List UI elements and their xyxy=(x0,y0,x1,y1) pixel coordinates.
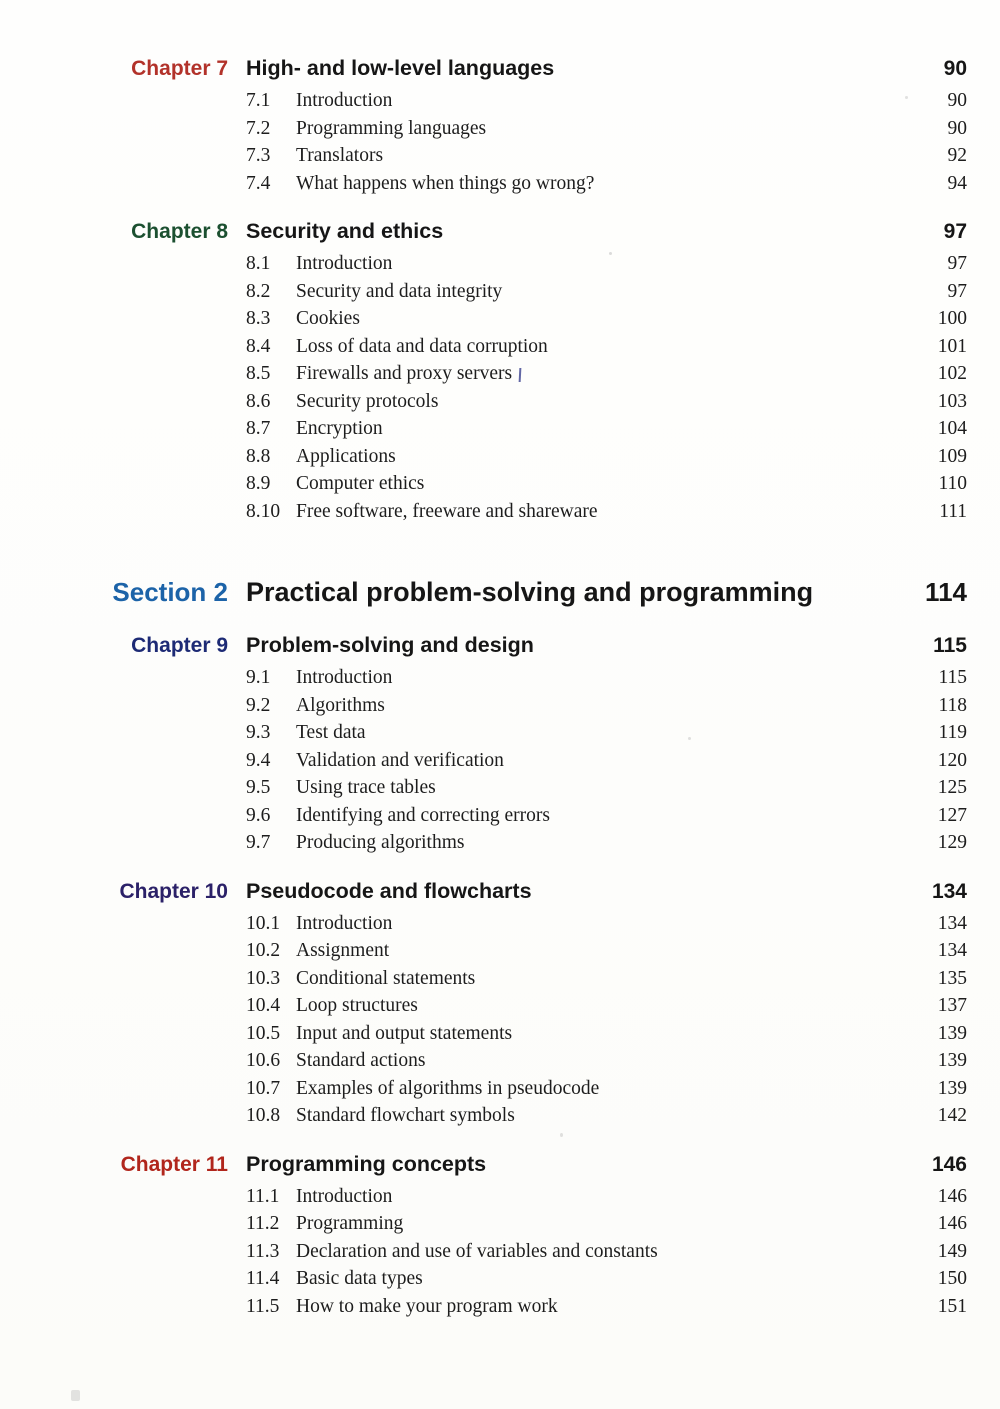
item-title: Computer ethics xyxy=(296,473,425,494)
item-number: 11.3 xyxy=(246,1240,280,1262)
item-main xyxy=(228,1047,897,1075)
item-page-number: 150 xyxy=(937,1268,967,1289)
item-number: 9.6 xyxy=(246,804,271,826)
toc-item-row xyxy=(0,278,1000,306)
section-page-number: 114 xyxy=(925,577,967,607)
chapter-label: Chapter 11 xyxy=(120,1152,228,1176)
chapter-page-number: 90 xyxy=(943,57,967,80)
item-number: 11.1 xyxy=(246,1185,280,1207)
toc-item-row xyxy=(0,87,1000,115)
item-title: Firewalls and proxy servers xyxy=(296,363,513,384)
item-main xyxy=(228,1293,897,1321)
item-main xyxy=(228,115,897,143)
item-number: 7.3 xyxy=(246,145,271,166)
item-page-number: 109 xyxy=(937,445,967,467)
item-number: 8.2 xyxy=(246,280,271,302)
item-main xyxy=(228,1102,897,1130)
toc-item-row xyxy=(0,910,1000,938)
item-main xyxy=(228,719,897,747)
item-page-number: 139 xyxy=(937,1022,967,1044)
item-page-number: 146 xyxy=(937,1213,967,1234)
toc-item-row xyxy=(0,664,1000,692)
item-number: 8.4 xyxy=(246,335,271,357)
item-number: 8.3 xyxy=(246,308,271,329)
item-page-number: 149 xyxy=(937,1240,967,1262)
item-page-number: 94 xyxy=(947,172,967,194)
item-title: Security protocols xyxy=(296,390,439,412)
item-title: Programming xyxy=(296,1213,404,1234)
item-title: Introduction xyxy=(296,912,393,934)
item-main xyxy=(228,388,897,416)
chapter-label: Chapter 9 xyxy=(131,634,228,657)
toc-item-row xyxy=(0,333,1000,361)
item-main xyxy=(228,1183,897,1211)
item-title: Producing algorithms xyxy=(296,832,465,853)
item-page-number: 127 xyxy=(937,804,967,826)
item-number: 10.8 xyxy=(246,1105,281,1126)
toc-item-row xyxy=(0,1238,1000,1266)
toc-item-row xyxy=(0,115,1000,143)
item-title: Assignment xyxy=(296,940,390,961)
toc-item-row xyxy=(0,443,1000,471)
item-page-number: 90 xyxy=(947,117,967,139)
item-number: 10.3 xyxy=(246,967,281,989)
item-main xyxy=(228,470,897,498)
item-title: Test data xyxy=(296,722,366,743)
item-main xyxy=(228,937,897,965)
chapter-page-number: 146 xyxy=(931,1152,967,1176)
toc-item-row xyxy=(0,250,1000,278)
item-number: 10.6 xyxy=(246,1050,281,1071)
item-page-number: 118 xyxy=(938,694,967,716)
toc-item-row xyxy=(0,1293,1000,1321)
item-title: Validation and verification xyxy=(296,749,504,771)
item-page-number: 103 xyxy=(937,390,967,412)
toc-item-row xyxy=(0,1047,1000,1075)
item-page-number: 97 xyxy=(947,253,967,274)
chapter-title: Programming concepts xyxy=(246,1151,487,1176)
chapter-title: Security and ethics xyxy=(246,219,444,243)
item-number: 10.5 xyxy=(246,1022,281,1044)
item-number: 8.7 xyxy=(246,418,271,439)
chapter-page-number: 115 xyxy=(933,634,967,657)
item-page-number: 134 xyxy=(937,940,967,961)
chapter-title: Pseudocode and flowcharts xyxy=(246,878,532,903)
toc-item-row xyxy=(0,719,1000,747)
section-heading-row xyxy=(0,573,1000,611)
item-page-number: 139 xyxy=(937,1050,967,1071)
scan-smudge xyxy=(71,1390,80,1401)
section-title: Practical problem-solving and programming xyxy=(246,577,814,607)
item-title: Introduction xyxy=(296,90,393,111)
toc-item-row xyxy=(0,1265,1000,1293)
chapter-heading-row xyxy=(0,216,1000,247)
item-title: Loop structures xyxy=(296,995,418,1016)
section-label: Section 2 xyxy=(112,577,228,607)
toc-item-row xyxy=(0,305,1000,333)
item-page-number: 101 xyxy=(937,335,967,357)
item-title: Identifying and correcting errors xyxy=(296,804,550,826)
item-title: Translators xyxy=(296,145,384,166)
item-page-number: 104 xyxy=(937,418,967,439)
item-main xyxy=(228,415,897,443)
item-number: 10.4 xyxy=(246,995,281,1016)
item-page-number: 134 xyxy=(937,912,967,934)
toc-item-row xyxy=(0,937,1000,965)
item-title: Applications xyxy=(296,445,396,467)
item-number: 9.3 xyxy=(246,722,271,743)
item-main xyxy=(228,1210,897,1238)
item-number: 7.4 xyxy=(246,172,271,194)
chapter-label: Chapter 10 xyxy=(119,879,228,903)
chapter-heading-row xyxy=(0,630,1000,661)
toc-item-row xyxy=(0,142,1000,170)
toc-item-row xyxy=(0,692,1000,720)
toc-item-row xyxy=(0,747,1000,775)
toc-item-row xyxy=(0,774,1000,802)
item-main xyxy=(228,1075,897,1103)
item-page-number: 142 xyxy=(937,1105,967,1126)
item-number: 10.1 xyxy=(246,912,281,934)
item-main xyxy=(228,992,897,1020)
toc-item-row xyxy=(0,965,1000,993)
item-main xyxy=(228,333,897,361)
item-page-number: 120 xyxy=(937,749,967,771)
item-page-number: 97 xyxy=(947,280,967,302)
item-main xyxy=(228,360,897,388)
item-number: 9.1 xyxy=(246,667,271,688)
item-page-number: 125 xyxy=(937,777,967,798)
toc-item-row xyxy=(0,992,1000,1020)
item-title: Security and data integrity xyxy=(296,280,503,302)
item-title: Introduction xyxy=(296,667,393,688)
item-title: Basic data types xyxy=(296,1268,423,1289)
item-number: 10.7 xyxy=(246,1077,281,1099)
item-main xyxy=(228,692,897,720)
item-main xyxy=(228,142,897,170)
item-number: 11.4 xyxy=(246,1268,280,1289)
item-main xyxy=(228,87,897,115)
item-title: What happens when things go wrong? xyxy=(296,172,595,194)
item-page-number: 139 xyxy=(937,1077,967,1099)
item-number: 9.4 xyxy=(246,749,271,771)
toc-item-row xyxy=(0,498,1000,526)
item-main xyxy=(228,1265,897,1293)
item-number: 10.2 xyxy=(246,940,281,961)
chapter-heading-row xyxy=(0,1149,1000,1180)
item-main xyxy=(228,747,897,775)
item-page-number: 111 xyxy=(939,500,967,522)
item-main xyxy=(228,278,897,306)
item-number: 9.2 xyxy=(246,694,271,716)
item-number: 8.6 xyxy=(246,390,271,412)
item-page-number: 102 xyxy=(937,363,967,384)
item-title: Cookies xyxy=(296,308,360,329)
item-title: Introduction xyxy=(296,253,393,274)
item-page-number: 146 xyxy=(937,1185,967,1207)
toc-item-row xyxy=(0,829,1000,857)
item-page-number: 115 xyxy=(938,667,967,688)
item-title: Conditional statements xyxy=(296,967,476,989)
item-main xyxy=(228,802,897,830)
item-main xyxy=(228,1238,897,1266)
item-main xyxy=(228,664,897,692)
item-main xyxy=(228,1020,897,1048)
item-page-number: 92 xyxy=(947,145,967,166)
item-main xyxy=(228,774,897,802)
item-number: 8.8 xyxy=(246,445,271,467)
item-main xyxy=(228,965,897,993)
item-number: 8.10 xyxy=(246,500,281,522)
item-title: Encryption xyxy=(296,418,383,439)
item-title: Examples of algorithms in pseudocode xyxy=(296,1077,600,1099)
item-title: Declaration and use of variables and constants xyxy=(296,1240,658,1262)
toc-item-row xyxy=(0,1183,1000,1211)
item-title: Loss of data and data corruption xyxy=(296,335,548,357)
toc-item-row xyxy=(0,802,1000,830)
toc-item-row xyxy=(0,1102,1000,1130)
item-number: 8.5 xyxy=(246,363,271,384)
chapter-title: High- and low-level languages xyxy=(246,56,555,80)
toc-item-row xyxy=(0,360,1000,388)
chapter-heading-row xyxy=(0,53,1000,84)
toc-item-row xyxy=(0,1075,1000,1103)
item-page-number: 129 xyxy=(937,832,967,853)
toc-item-row xyxy=(0,388,1000,416)
item-number: 7.1 xyxy=(246,90,271,111)
item-title: How to make your program work xyxy=(296,1295,558,1317)
item-main xyxy=(228,305,897,333)
toc-item-row xyxy=(0,170,1000,198)
chapter-label: Chapter 8 xyxy=(131,220,228,243)
item-title: Standard flowchart symbols xyxy=(296,1105,515,1126)
item-page-number: 110 xyxy=(938,473,967,494)
chapter-page-number: 97 xyxy=(943,220,967,243)
item-page-number: 137 xyxy=(937,995,967,1016)
item-title: Using trace tables xyxy=(296,777,436,798)
item-main xyxy=(228,250,897,278)
item-main xyxy=(228,829,897,857)
item-page-number: 135 xyxy=(937,967,967,989)
item-page-number: 119 xyxy=(938,722,967,743)
item-title: Input and output statements xyxy=(296,1022,513,1044)
item-title: Programming languages xyxy=(296,117,487,139)
item-title: Standard actions xyxy=(296,1050,426,1071)
toc-item-row xyxy=(0,1210,1000,1238)
item-number: 8.1 xyxy=(246,253,271,274)
chapter-page-number: 134 xyxy=(931,879,967,903)
item-page-number: 90 xyxy=(947,90,967,111)
toc-item-row xyxy=(0,1020,1000,1048)
chapter-label: Chapter 7 xyxy=(131,57,228,80)
item-main xyxy=(228,498,897,526)
item-number: 11.5 xyxy=(246,1295,280,1317)
chapter-title: Problem-solving and design xyxy=(246,633,534,657)
item-title: Algorithms xyxy=(296,694,385,716)
item-main xyxy=(228,443,897,471)
item-number: 9.5 xyxy=(246,777,271,798)
item-title: Free software, freeware and shareware xyxy=(296,500,598,522)
item-page-number: 151 xyxy=(937,1295,967,1317)
toc-item-row xyxy=(0,415,1000,443)
item-number: 7.2 xyxy=(246,117,271,139)
item-page-number: 100 xyxy=(937,308,967,329)
item-number: 8.9 xyxy=(246,473,271,494)
chapter-heading-row xyxy=(0,876,1000,907)
item-main xyxy=(228,170,897,198)
item-title: Introduction xyxy=(296,1185,393,1207)
item-number: 11.2 xyxy=(246,1213,280,1234)
item-number: 9.7 xyxy=(246,832,271,853)
toc-item-row xyxy=(0,470,1000,498)
item-main xyxy=(228,910,897,938)
